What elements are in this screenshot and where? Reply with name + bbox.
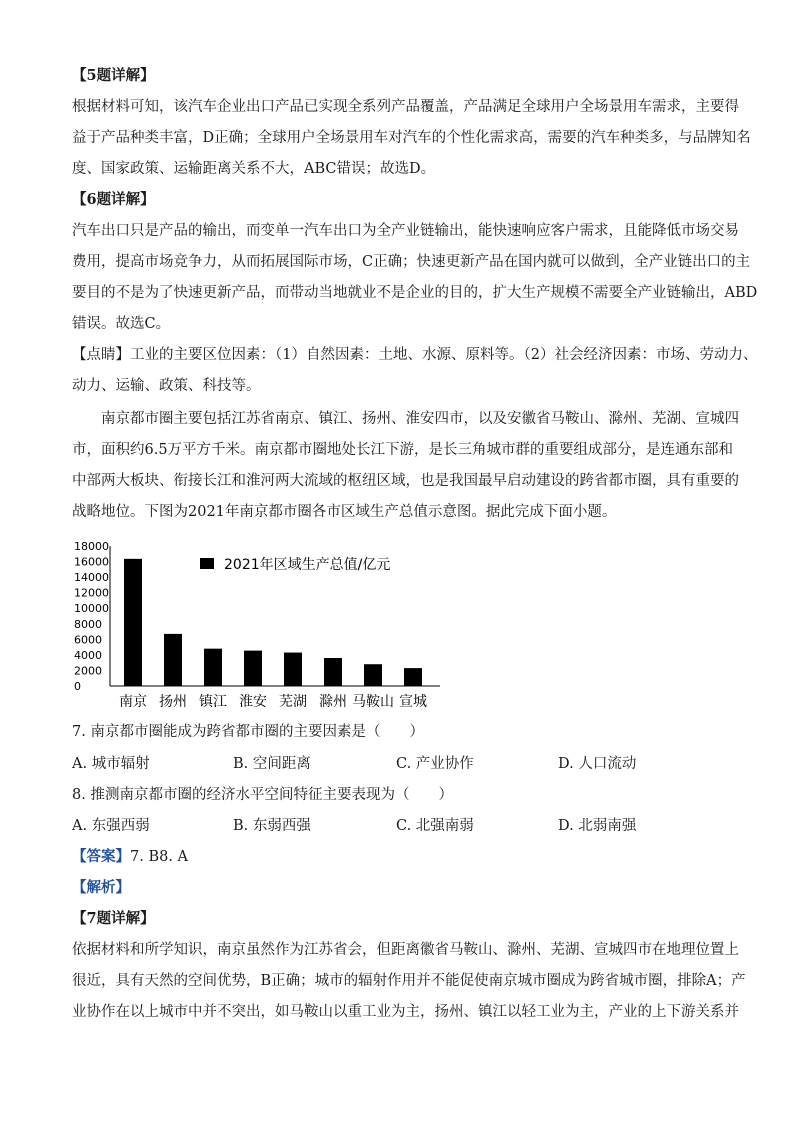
gdp-bar-chart	[60, 538, 460, 718]
x-tick-label: 马鞍山	[352, 694, 394, 710]
y-tick-label: 14000	[74, 571, 109, 585]
q7-line-3: 业协作在以上城市中并不突出，如马鞍山以重工业为主，扬州、镇江以轻工业为主，产业的上下游关系并	[72, 1004, 739, 1020]
q8-option-d[interactable]: D. 北弱南强	[558, 818, 637, 834]
y-tick-label: 0	[74, 680, 81, 693]
q5-heading: 【5题详解】	[72, 67, 155, 84]
y-tick-label: 10000	[74, 602, 109, 616]
bar-5	[324, 658, 342, 686]
y-tick-label: 2000	[74, 664, 102, 678]
q7-option-b[interactable]: B. 空间距离	[233, 756, 311, 772]
x-tick-label: 芜湖	[279, 694, 307, 710]
x-tick-label: 淮安	[239, 694, 267, 710]
analysis-label: 【解析】	[72, 879, 130, 896]
q8-stem: 8. 推测南京都市圈的经济水平空间特征主要表现为（ ）	[72, 787, 453, 803]
bar-2	[204, 649, 222, 686]
bar-6	[364, 664, 382, 686]
y-tick-label: 18000	[74, 540, 109, 553]
dianjing-line-1: 【点睛】工业的主要区位因素：（1）自然因素：土地、水源、原料等。（2）社会经济因素：市场、劳动力、	[72, 347, 758, 363]
q7-option-c[interactable]: C. 产业协作	[396, 756, 474, 772]
q7-heading: 【7题详解】	[72, 910, 155, 927]
material-line-4: 战略地位。下图为2021年南京都市圈各市区域生产总值示意图。据此完成下面小题。	[72, 504, 617, 520]
x-tick-label: 镇江	[199, 694, 227, 710]
y-tick-label: 12000	[74, 586, 109, 600]
q5-line-3: 度、国家政策、运输距离关系不大，ABC错误；故选D。	[72, 161, 436, 177]
q5-line-2: 益于产品种类丰富，D正确；全球用户全场景用车对汽车的个性化需求高，需要的汽车种类多，与品牌知名	[72, 130, 751, 146]
dianjing-line-2: 动力、运输、政策、科技等。	[72, 378, 261, 394]
q5-line-1: 根据材料可知，该汽车企业出口产品已实现全系列产品覆盖，产品满足全球用户全场景用车需求，主要得	[72, 99, 739, 115]
answer-text: 7. B8. A	[130, 849, 189, 865]
bar-3	[244, 651, 262, 686]
legend-swatch	[200, 558, 214, 569]
answer-row	[72, 847, 188, 867]
bar-0	[124, 559, 142, 686]
y-tick-label: 4000	[74, 648, 102, 662]
x-tick-label: 扬州	[159, 694, 187, 710]
x-tick-label: 南京	[119, 694, 147, 710]
material-line-2: 市，面积约6.5万平方千米。南京都市圈地处长江下游，是长三角城市群的重要组成部分，是连通东部和	[72, 442, 734, 458]
y-tick-label: 6000	[74, 633, 102, 647]
q8-option-c[interactable]: C. 北强南弱	[396, 818, 474, 834]
q6-line-3: 要目的不是为了快速更新产品，而带动当地就业不是企业的目的，扩大生产规模不需要全产业链输出，ABD	[72, 285, 758, 301]
y-tick-label: 16000	[74, 555, 109, 569]
q6-heading: 【6题详解】	[72, 191, 155, 208]
q7-line-2: 很近，具有天然的空间优势，B正确；城市的辐射作用并不能促使南京城市圈成为跨省城市圈，排除A；产	[72, 973, 746, 989]
x-tick-label: 滁州	[319, 694, 347, 710]
q7-option-a[interactable]: A. 城市辐射	[72, 756, 150, 772]
legend-label: 2021年区域生产总值/亿元	[224, 557, 391, 573]
y-tick-label: 8000	[74, 617, 102, 631]
q7-option-d[interactable]: D. 人口流动	[558, 756, 637, 772]
x-tick-label: 宣城	[399, 694, 427, 710]
q8-option-a[interactable]: A. 东强西弱	[72, 818, 150, 834]
bar-7	[404, 668, 422, 686]
q6-line-2: 费用，提高市场竞争力，从而拓展国际市场，C正确；快速更新产品在国内就可以做到，全产业链出口的主	[72, 254, 751, 270]
q7-stem: 7. 南京都市圈能成为跨省都市圈的主要因素是（ ）	[72, 724, 424, 740]
answer-label: 【答案】	[72, 848, 130, 865]
q6-line-4: 错误。故选C。	[72, 316, 171, 332]
q6-line-1: 汽车出口只是产品的输出，而变单一汽车出口为全产业链输出，能快速响应客户需求，且能降低市场交易	[72, 223, 739, 239]
q8-option-b[interactable]: B. 东弱西强	[233, 818, 311, 834]
bar-4	[284, 653, 302, 686]
bar-1	[164, 634, 182, 686]
material-line-1: 南京都市圈主要包括江苏省南京、镇江、扬州、淮安四市，以及安徽省马鞍山、滁州、芜湖、宣城四	[101, 411, 739, 427]
q7-line-1: 依据材料和所学知识，南京虽然作为江苏省会，但距离徽省马鞍山、滁州、芜湖、宣城四市在地理位置上	[72, 942, 739, 958]
material-line-3: 中部两大板块、衔接长江和淮河两大流域的枢纽区域，也是我国最早启动建设的跨省都市圈，具有重要的	[72, 473, 739, 489]
